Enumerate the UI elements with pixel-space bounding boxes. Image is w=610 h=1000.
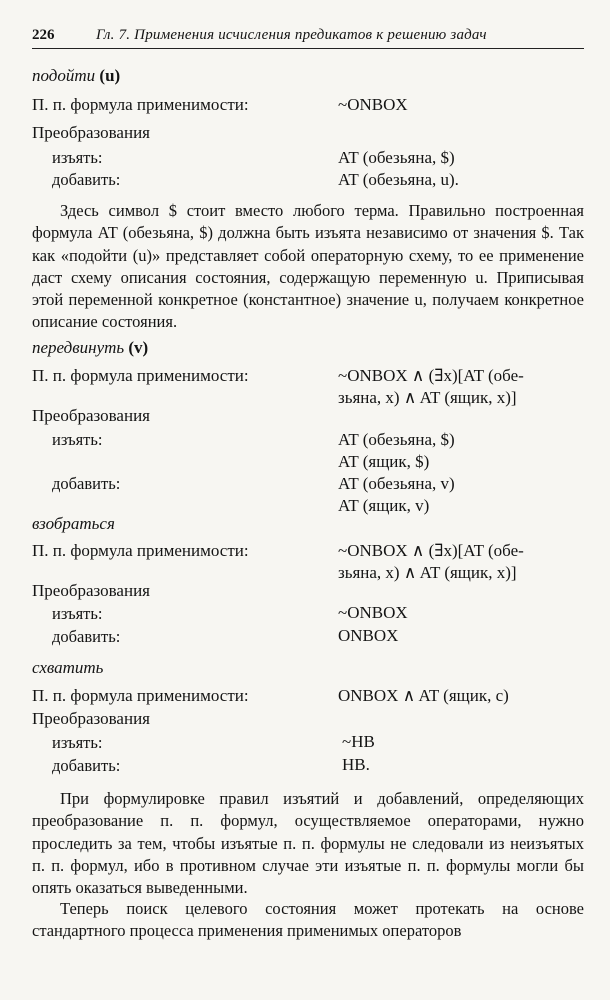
- operator-name: [32, 338, 148, 358]
- transformations-label: Преобразования: [32, 123, 150, 142]
- paragraph-3: Теперь поиск целевого состояния может протекать на основе стандартного процесса применения применимых операторов: [32, 899, 584, 941]
- applicability-label: П. п. формула применимости:: [32, 366, 249, 385]
- add-label: добавить:: [52, 170, 121, 189]
- operator-title: передвинуть: [32, 338, 125, 357]
- remove-formula: ~HB: [342, 732, 375, 751]
- page-number: 226: [32, 27, 55, 43]
- operator-name: [32, 66, 120, 86]
- applicability-formula-line-2: зьяна, x) ∧ AT (ящик, x)]: [338, 563, 517, 582]
- add-formula: ONBOX: [338, 626, 399, 645]
- applicability-formula: ~ONBOX: [338, 95, 408, 114]
- transformations-label: Преобразования: [32, 581, 150, 600]
- page-header: [32, 24, 584, 49]
- remove-formula-2: AT (ящик, $): [338, 452, 430, 471]
- add-formula: AT (обезьяна, u).: [338, 170, 459, 189]
- add-label: добавить:: [52, 627, 121, 646]
- remove-label: изъять:: [52, 604, 103, 623]
- applicability-formula-line-1: ~ONBOX ∧ (∃x)[AT (обе-: [338, 366, 524, 385]
- add-label: добавить:: [52, 756, 121, 775]
- operator-title: подойти: [32, 66, 96, 85]
- applicability-formula-line-1: ~ONBOX ∧ (∃x)[AT (обе-: [338, 541, 524, 560]
- operator-param: (v): [128, 338, 149, 357]
- applicability-formula-line-2: зьяна, x) ∧ AT (ящик, x)]: [338, 388, 517, 407]
- applicability-label: П. п. формула применимости:: [32, 686, 249, 705]
- transformations-label: Преобразования: [32, 406, 150, 425]
- paragraph-2: При формулировке правил изъятий и добавлений, определяющих преобразование п. п. формул, осуществляемое операторами, нужно проследить за тем, чтобы изъятые п. п. формулы не следовали из неизъятых п. п. формул, ибо в противном случае эти изъятые п. п. формулы могли бы опять оказаться выведенными.: [32, 789, 584, 898]
- applicability-formula: ONBOX ∧ AT (ящик, c): [338, 686, 509, 705]
- remove-label: изъять:: [52, 430, 103, 449]
- remove-formula-1: AT (обезьяна, $): [338, 430, 455, 449]
- remove-label: изъять:: [52, 733, 103, 752]
- remove-label: изъять:: [52, 148, 103, 167]
- transformations-label: Преобразования: [32, 709, 150, 728]
- operator-name: схватить: [32, 658, 104, 677]
- remove-formula: ~ONBOX: [338, 603, 408, 622]
- add-formula-2: AT (ящик, v): [338, 496, 430, 515]
- paragraph-1: Здесь символ $ стоит вместо любого терма. Правильно построенная формула AT (обезьяна, $) должна быть изъята независимо от значения $. Так как «подойти (u)» представляет собой операторную схему, то ее применение даст схему описания состояния, содержащую переменную u. Приписывая этой переменной конкретное (константное) значение u, получаем конкретное описание состояния.: [32, 201, 584, 332]
- add-formula-1: AT (обезьяна, v): [338, 474, 455, 493]
- add-label: добавить:: [52, 474, 121, 493]
- operator-param: (u): [99, 66, 121, 85]
- operator-name: взобраться: [32, 514, 115, 533]
- add-formula: HB.: [342, 755, 370, 774]
- running-title: Гл. 7. Применения исчисления предикатов к решению задач: [96, 27, 487, 43]
- remove-formula: AT (обезьяна, $): [338, 148, 455, 167]
- applicability-label: П. п. формула применимости:: [32, 95, 249, 114]
- applicability-label: П. п. формула применимости:: [32, 541, 249, 560]
